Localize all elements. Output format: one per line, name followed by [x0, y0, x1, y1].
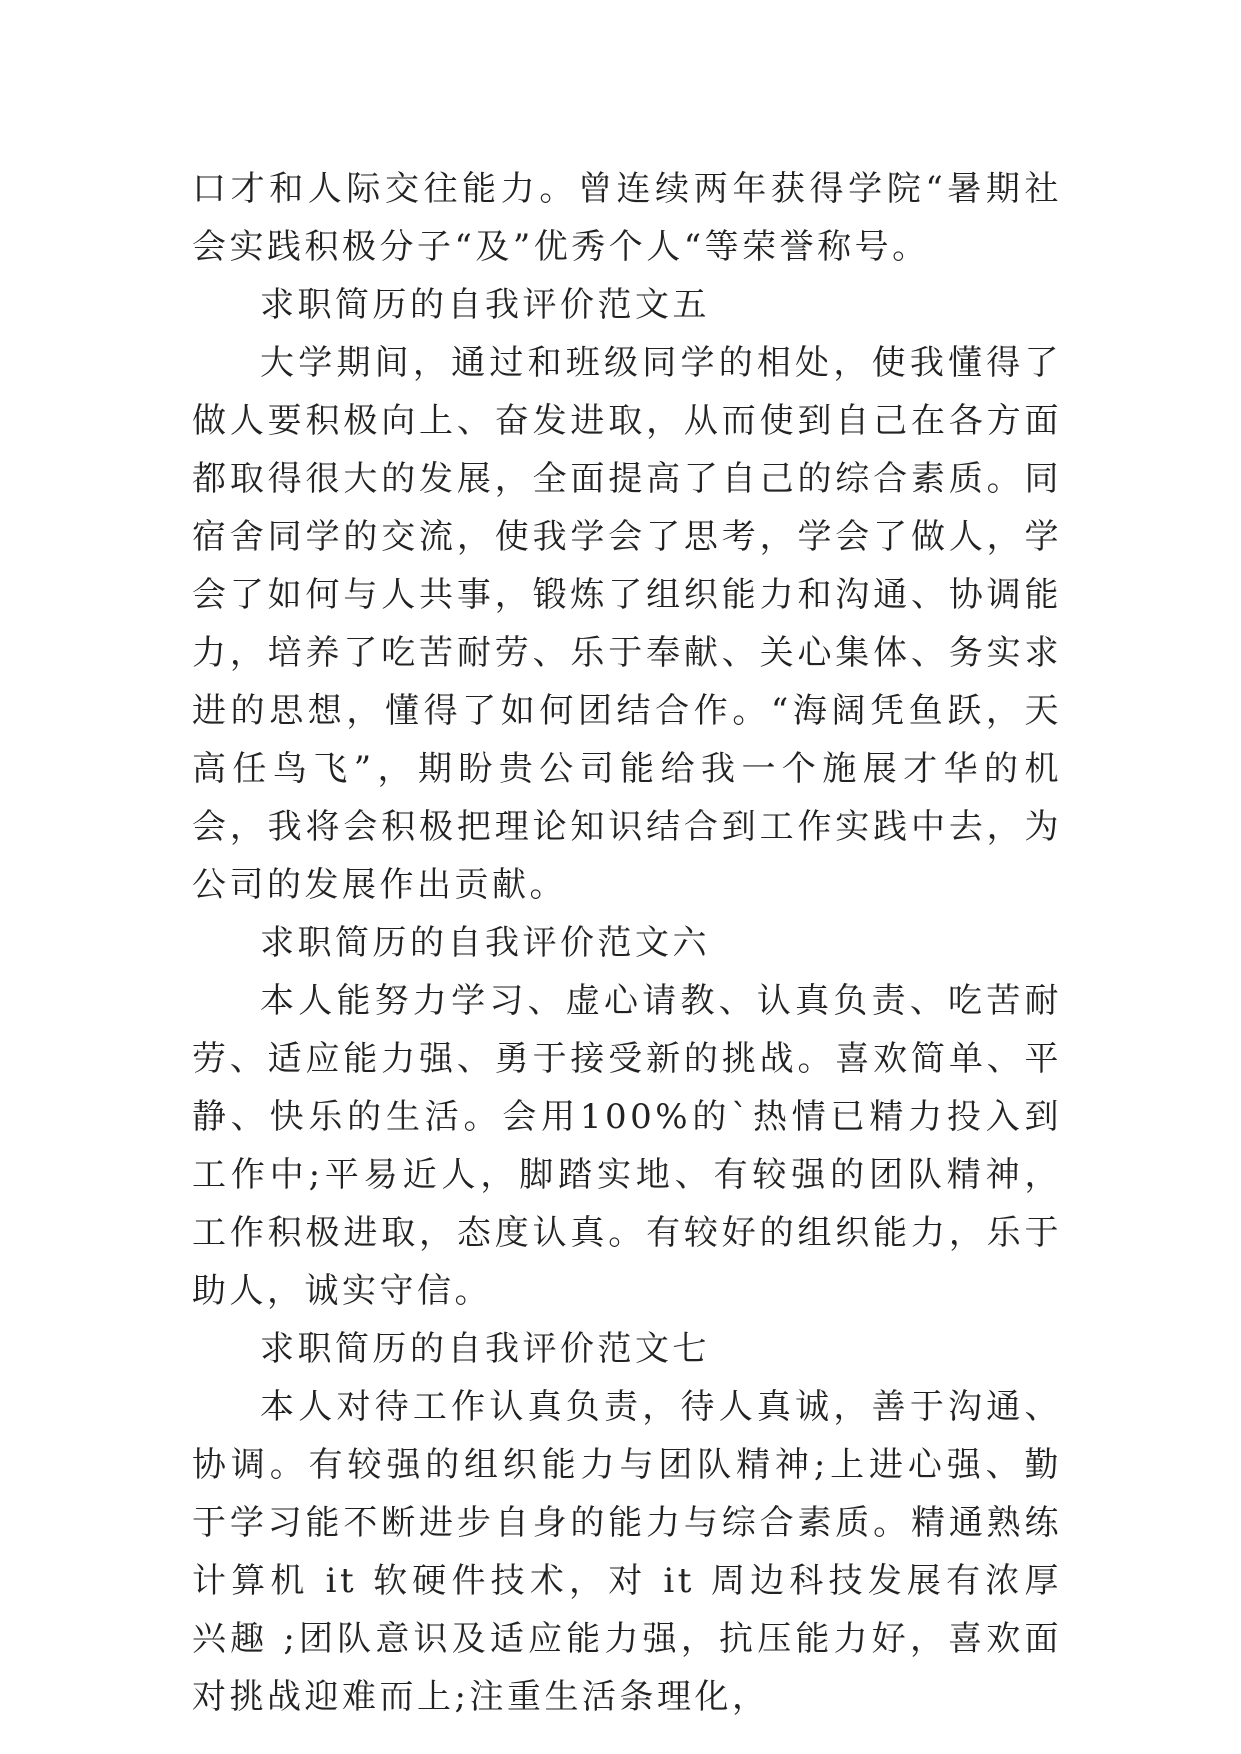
section-heading-six: 求职简历的自我评价范文六: [260, 923, 710, 963]
section-heading-seven: 求职简历的自我评价范文七: [260, 1329, 710, 1369]
paragraph-intro-continuation: 口才和人际交往能力。曾连续两年获得学院“暑期社会实践积极分子“及”优秀个人“等荣誉称号。: [192, 169, 1062, 267]
document-body: [192, 160, 1062, 1726]
paragraph-five: 大学期间，通过和班级同学的相处，使我懂得了做人要积极向上、奋发进取，从而使到自己在各方面都取得很大的发展，全面提高了自己的综合素质。同宿舍同学的交流，使我学会了思考，学会了做人，学会了如何与人共事，锻炼了组织能力和沟通、协调能力，培养了吃苦耐劳、乐于奉献、关心集体、务实求进的思想，懂得了如何团结合作。“海阔凭鱼跃，天高任鸟飞”，期盼贵公司能给我一个施展才华的机会，我将会积极把理论知识结合到工作实践中去，为公司的发展作出贡献。: [192, 343, 1062, 905]
paragraph-seven: 本人对待工作认真负责，待人真诚，善于沟通、协调。有较强的组织能力与团队精神;上进心强、勤于学习能不断进步自身的能力与综合素质。精通熟练计算机 it 软硬件技术，对 it 周边科技发展有浓厚兴趣 ;团队意识及适应能力强，抗压能力好，喜欢面对挑战迎难而上;注重生活条理化，: [192, 1387, 1062, 1717]
paragraph-six: 本人能努力学习、虚心请教、认真负责、吃苦耐劳、适应能力强、勇于接受新的挑战。喜欢简单、平静、快乐的生活。会用100%的`热情已精力投入到工作中;平易近人，脚踏实地、有较强的团队精神，工作积极进取，态度认真。有较好的组织能力，乐于助人，诚实守信。: [192, 981, 1062, 1311]
section-heading-five: 求职简历的自我评价范文五: [260, 285, 710, 325]
